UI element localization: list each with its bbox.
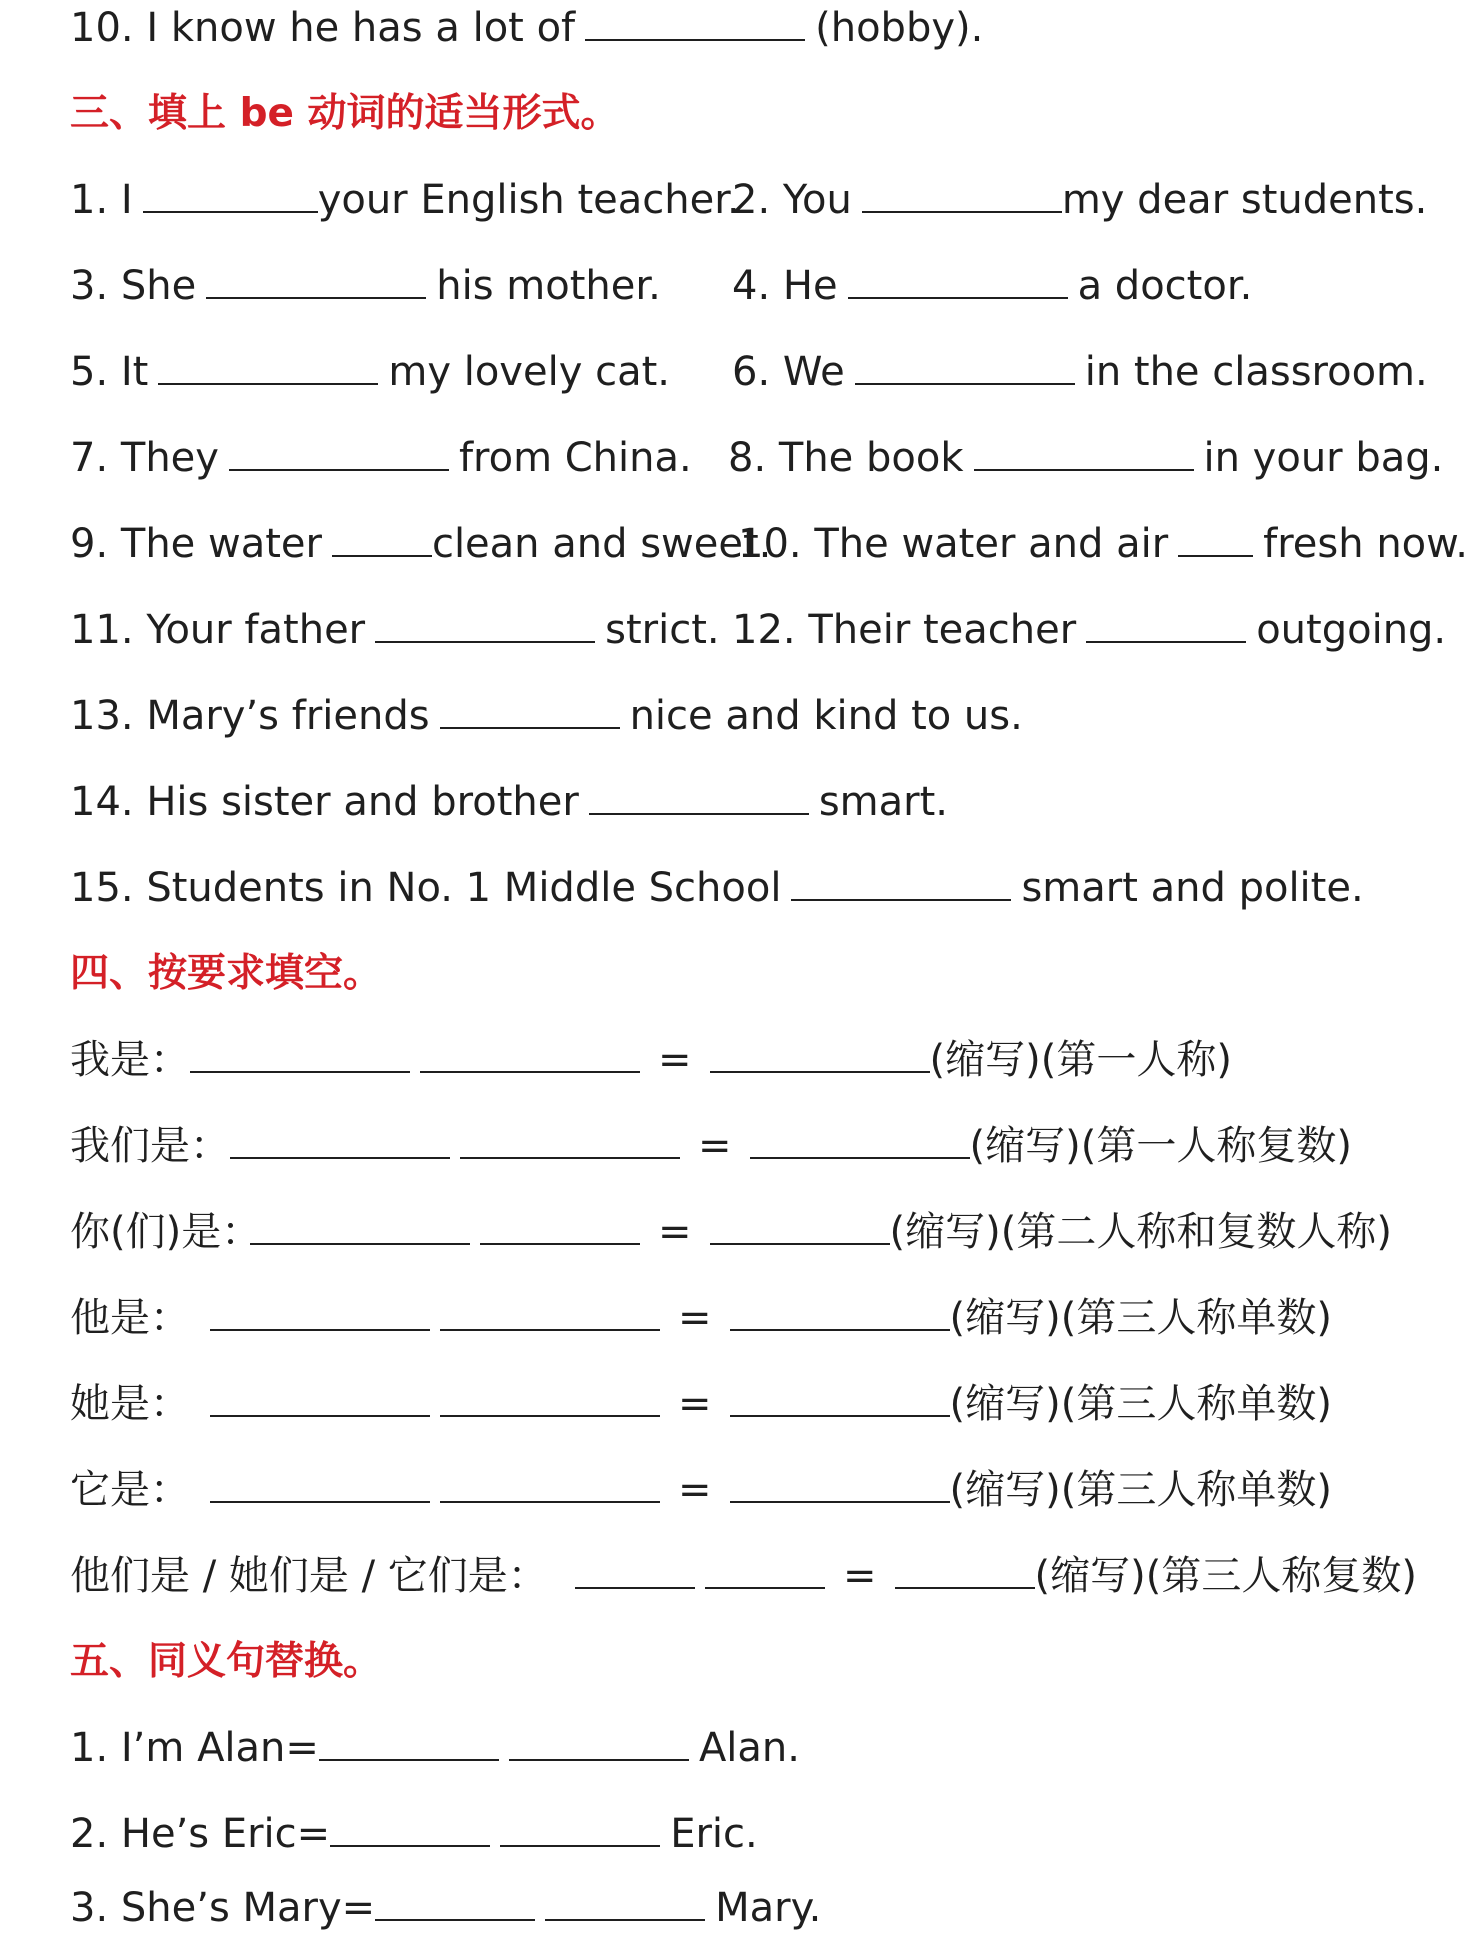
exercise-item <box>70 172 740 228</box>
item-text-before: 3. She <box>70 263 197 309</box>
item-text-after: Mary. <box>715 1885 822 1931</box>
answer-blank[interactable] <box>206 297 426 299</box>
exercise-item <box>728 430 1443 486</box>
answer-blank[interactable] <box>730 1501 950 1503</box>
item-label: 我们是： <box>70 1123 230 1169</box>
item-text-before: 10. The water and air <box>738 521 1169 567</box>
item-text-before: 12. Their teacher <box>732 607 1077 653</box>
exercise-item <box>70 1880 821 1936</box>
answer-blank[interactable] <box>375 641 595 643</box>
item-text-before: 1. I <box>70 177 133 223</box>
item-note: (缩写)(第一人称) <box>929 1037 1232 1083</box>
equals-sign: = <box>678 1467 712 1513</box>
answer-blank[interactable] <box>319 1759 499 1761</box>
item-text-before: 7. They <box>70 435 219 481</box>
exercise-item <box>70 430 692 486</box>
item-text-after: smart. <box>818 779 948 825</box>
answer-blank[interactable] <box>585 39 805 41</box>
item-text-after: strict. <box>605 607 720 653</box>
answer-blank[interactable] <box>705 1587 825 1589</box>
item-text-before: 5. It <box>70 349 149 395</box>
item-label: 它是： <box>70 1467 190 1513</box>
answer-blank[interactable] <box>460 1157 680 1159</box>
answer-blank[interactable] <box>710 1243 890 1245</box>
answer-blank[interactable] <box>791 899 1011 901</box>
exercise-item <box>738 516 1468 572</box>
equals-sign: = <box>843 1553 877 1599</box>
exercise-item <box>70 1462 1332 1518</box>
answer-blank[interactable] <box>750 1157 970 1159</box>
item-text-after: outgoing. <box>1256 607 1447 653</box>
exercise-item <box>70 344 670 400</box>
exercise-item <box>70 1032 1232 1088</box>
exercise-item <box>70 860 1364 916</box>
item-text-before: 1. I’m Alan= <box>70 1725 319 1771</box>
exercise-item <box>70 1118 1352 1174</box>
item-text-after: in your bag. <box>1203 435 1444 481</box>
exercise-item <box>70 1204 1392 1260</box>
answer-blank[interactable] <box>545 1919 705 1921</box>
item-text-before: 2. You <box>732 177 852 223</box>
answer-blank[interactable] <box>480 1243 640 1245</box>
answer-blank[interactable] <box>230 1157 450 1159</box>
equals-sign: = <box>678 1295 712 1341</box>
answer-blank[interactable] <box>250 1243 470 1245</box>
answer-blank[interactable] <box>210 1501 430 1503</box>
item-text-before: 6. We <box>732 349 845 395</box>
answer-blank[interactable] <box>895 1587 1035 1589</box>
exercise-item <box>70 1720 800 1776</box>
answer-blank[interactable] <box>500 1845 660 1847</box>
answer-blank[interactable] <box>440 1329 660 1331</box>
answer-blank[interactable] <box>974 469 1194 471</box>
answer-blank[interactable] <box>730 1415 950 1417</box>
item-note: (缩写)(第三人称单数) <box>949 1381 1332 1427</box>
exercise-item <box>70 258 661 314</box>
item-note: (缩写)(第三人称单数) <box>949 1467 1332 1513</box>
exercise-item <box>70 602 720 658</box>
answer-blank[interactable] <box>332 555 432 557</box>
answer-blank[interactable] <box>158 383 378 385</box>
item-text-before: 4. He <box>732 263 838 309</box>
answer-blank[interactable] <box>190 1071 410 1073</box>
exercise-item <box>70 0 983 56</box>
answer-blank[interactable] <box>143 211 318 213</box>
equals-sign: = <box>698 1123 732 1169</box>
item-text-after: his mother. <box>436 263 661 309</box>
answer-blank[interactable] <box>330 1845 490 1847</box>
answer-blank[interactable] <box>730 1329 950 1331</box>
item-text-after: in the classroom. <box>1084 349 1428 395</box>
exercise-item <box>732 258 1252 314</box>
answer-blank[interactable] <box>229 469 449 471</box>
answer-blank[interactable] <box>848 297 1068 299</box>
item-text-before: 13. Mary’s friends <box>70 693 430 739</box>
exercise-item <box>70 1806 758 1862</box>
item-text-before: 2. He’s Eric= <box>70 1811 331 1857</box>
item-text-before: 14. His sister and brother <box>70 779 579 825</box>
item-text-before: 3. She’s Mary= <box>70 1885 376 1931</box>
equals-sign: = <box>678 1381 712 1427</box>
section-heading: 四、按要求填空。 <box>70 951 383 996</box>
item-text-after: clean and sweet. <box>431 521 772 567</box>
equals-sign: = <box>658 1209 692 1255</box>
answer-blank[interactable] <box>855 383 1075 385</box>
exercise-item <box>70 688 1023 744</box>
item-text-after: my lovely cat. <box>388 349 670 395</box>
item-text-after: Alan. <box>698 1725 800 1771</box>
item-text-after: a doctor. <box>1077 263 1253 309</box>
answer-blank[interactable] <box>210 1329 430 1331</box>
answer-blank[interactable] <box>440 1501 660 1503</box>
item-label: 他们是 / 她们是 / 它们是： <box>70 1553 548 1599</box>
answer-blank[interactable] <box>375 1919 535 1921</box>
item-label: 他是： <box>70 1295 190 1341</box>
item-note: (缩写)(第三人称复数) <box>1034 1553 1417 1599</box>
answer-blank[interactable] <box>862 211 1062 213</box>
item-text-after: Eric. <box>670 1811 758 1857</box>
item-label: 我是： <box>70 1037 190 1083</box>
exercise-item <box>70 1548 1417 1604</box>
item-text-before: 8. The book <box>728 435 964 481</box>
item-text-after: from China. <box>458 435 692 481</box>
answer-blank[interactable] <box>509 1759 689 1761</box>
item-text-after: fresh now. <box>1263 521 1468 567</box>
item-note: (缩写)(第二人称和复数人称) <box>889 1209 1392 1255</box>
exercise-item <box>732 602 1446 658</box>
answer-blank[interactable] <box>575 1587 695 1589</box>
answer-blank[interactable] <box>1178 555 1253 557</box>
item-label: 你(们)是： <box>70 1209 262 1255</box>
equals-sign: = <box>658 1037 692 1083</box>
exercise-item <box>70 516 771 572</box>
item-note: (缩写)(第三人称单数) <box>949 1295 1332 1341</box>
item-text-before: 9. The water <box>70 521 322 567</box>
answer-blank[interactable] <box>440 1415 660 1417</box>
item-note: (缩写)(第一人称复数) <box>969 1123 1352 1169</box>
item-text-after: my dear students. <box>1061 177 1428 223</box>
answer-blank[interactable] <box>440 727 620 729</box>
exercise-item <box>70 1376 1332 1432</box>
item-text-before: 10. I know he has a lot of <box>70 5 576 51</box>
section-heading: 五、同义句替换。 <box>70 1639 383 1684</box>
item-text-before: 15. Students in No. 1 Middle School <box>70 865 782 911</box>
answer-blank[interactable] <box>1086 641 1246 643</box>
answer-blank[interactable] <box>710 1071 930 1073</box>
exercise-item <box>70 774 948 830</box>
item-text-after: (hobby). <box>815 5 984 51</box>
answer-blank[interactable] <box>589 813 809 815</box>
section-heading: 三、填上 be 动词的适当形式。 <box>70 91 620 136</box>
exercise-item <box>732 344 1428 400</box>
answer-blank[interactable] <box>210 1415 430 1417</box>
exercise-item <box>70 1290 1332 1346</box>
item-text-after: smart and polite. <box>1021 865 1364 911</box>
exercise-item <box>732 172 1427 228</box>
item-text-after: your English teacher. <box>317 177 740 223</box>
item-label: 她是： <box>70 1381 190 1427</box>
item-text-after: nice and kind to us. <box>629 693 1023 739</box>
answer-blank[interactable] <box>420 1071 640 1073</box>
item-text-before: 11. Your father <box>70 607 366 653</box>
